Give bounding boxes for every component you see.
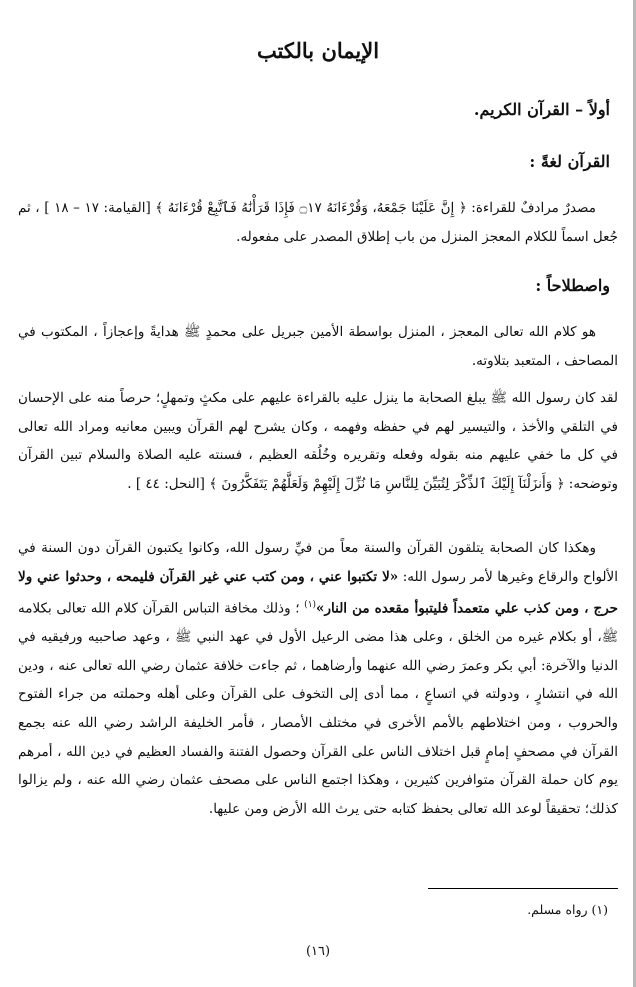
- footnote-divider: [428, 888, 618, 889]
- paragraph-linguistic-definition: [18, 194, 618, 251]
- paragraph-technical-definition: [18, 318, 618, 375]
- paragraph-compilation-history: [18, 534, 618, 823]
- section-heading-quran: أولاً – القرآن الكريم.: [473, 100, 610, 119]
- page-number: (١٦): [305, 944, 331, 959]
- footnote-reference[interactable]: (١): [304, 600, 317, 611]
- subheading-linguistic: القرآن لغةً :: [529, 152, 610, 171]
- hadith-quote: «لا تكتبوا عني ، ومن كتب عني غير القرآن فليمحه ، وحدثوا عني ولا حرج ، ومن كذب علي متعمداً فليتبوأ مقعده من النار»: [18, 568, 618, 617]
- page-title: الإيمان بالكتب: [256, 38, 380, 63]
- subheading-technical: واصطلاحاً :: [535, 276, 610, 295]
- paragraph-technical-text: هو كلام الله تعالى المعجز ، المنزل بواسطة الأمين جبريل على محمدٍ ﷺ هدايةً وإعجازاً ، المكتوب في المصاحف ، المتعبد بتلاوته.: [18, 324, 618, 369]
- paragraph-compilation-end: ؛ وذلك مخافة التباس القرآن كلام الله تعالى بكلامه ﷺ، أو بكلام غيره من الخلق ، وعلى هذا مضى الرعيل الأول في عهد النبي ﷺ ، وعهد صاحبيه ورفيقيه في الدنيا والآخرة: أبي بكر وعمرَ رضي الله عنهما وأرضاهما ، ثم جاءت خلافة عثمان رضي الله تعالى عنه ، ودين الله في انتشارٍ ، ودولته في اتساعٍ ، مما أدى إلى التخوف على القرآن وعلى أهله وحملته من جراء الفتوح والحروب ، ومن اختلاطهم بالأمم الأخرى في مختلف الأمصار ، فأمر الخليفة الراشد رضي الله عنه بجمع القرآن في مصحفٍ إمامٍ قبل اختلاف الناس على القرآن وحصول الفتنة والفساد العظيم في دين الله ، أمرهم يوم كان حملة القرآن متوافرين كثيرين ، وهكذا اجتمع الناس على مصحف عثمان رضي الله عنه ، ولم يزالوا كذلك؛ تحقيقاً لوعد الله تعالى بحفظ كتابه حتى يرث الله الأرض ومن عليها.: [18, 600, 618, 817]
- footnote: (١) رواه مسلم.: [527, 902, 608, 917]
- paragraph-compilation-start: وهكذا كان الصحابة يتلقون القرآن والسنة معاً من فيِّ رسول الله، وكانوا يكتبون القرآن دون السنة في الألواح والرقاع وغيرها لأمر رسول الله:: [18, 540, 618, 585]
- paragraph-prophet-teaching: لقد كان رسول الله ﷺ يبلغ الصحابة ما ينزل عليه بالقراءة عليهم على مكثٍ وتمهلٍ؛ حرصاً منه على الإحسان في التلقي والأخذ ، والتيسير لهم في حفظه وفهمه ، وكان يشرح لهم القرآن ويبين معانيه ومراد الله تعالى في كل ما خفي عليهم منه بقوله وفعله وتقريره وخُلُقه العظيم ، فسنته عليه الصلاة والسلام تبين القرآن وتوضحه: ﴿ وَأَنزَلْنَآ إِلَيْكَ ٱلذِّكْرَ لِتُبَيِّنَ لِلنَّاسِ مَا نُزِّلَ إِلَيْهِمْ وَلَعَلَّهُمْ يَتَفَكَّرُونَ ﴾ [النحل: ٤٤ ] .: [18, 390, 618, 492]
- paragraph-linguistic-text: مصدرٌ مرادفٌ للقراءة: ﴿ إِنَّ عَلَيْنَا جَمْعَهُ، وَقُرْءَانَهُ ۝١٧ فَإِذَا قَرَأْنَٰهُ فَٱتَّبِعْ قُرْءَانَهُ ﴾ [القيامة: ١٧ – ١٨ ] ، ثم جُعل اسماً للكلام المعجز المنزل من باب إطلاق المصدر على مفعوله.: [18, 200, 618, 245]
